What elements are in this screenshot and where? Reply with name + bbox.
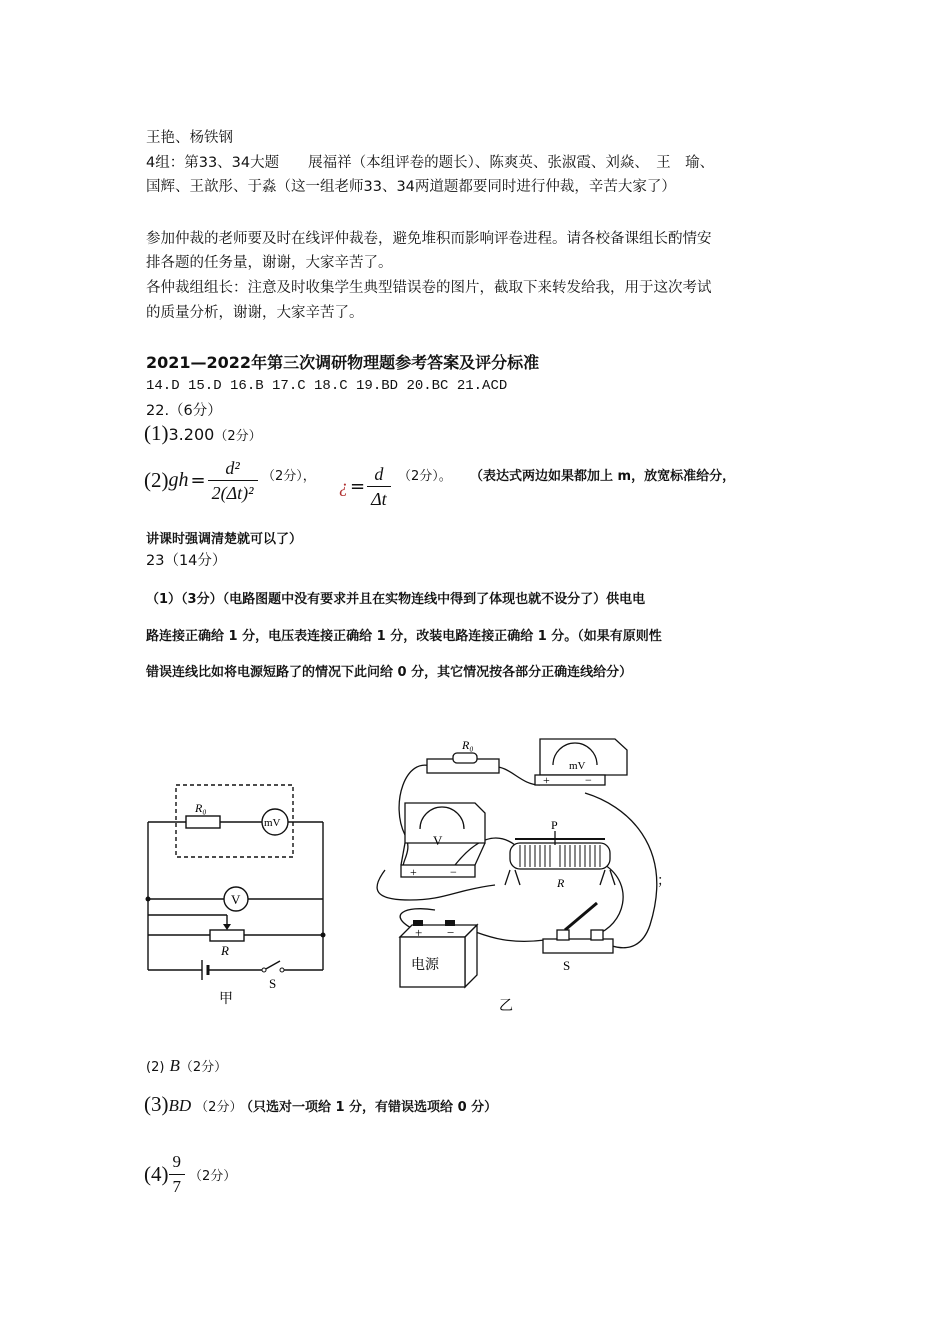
question-23-part-1-line-2: 路连接正确给 1 分，电压表连接正确给 1 分，改装电路连接正确给 1 分。（如果有原则性 [146,629,662,644]
part-number: (2) [146,1060,165,1075]
part-number: (4) [144,1162,169,1186]
label-power-source: 电源 [411,958,439,973]
label-v: V [433,833,443,848]
score: （2分） [195,1100,243,1115]
intro-paragraph-2a: 各仲裁组组长：注意及时收集学生典型错误卷的图片，截取下来转发给我，用于这次考试 [146,280,712,296]
question-22-part-2-note-cont: 讲课时强调清楚就可以了） [146,532,303,547]
fraction-denominator: 7 [172,1177,181,1196]
label-s: S [563,958,571,973]
formula-fraction [367,462,391,511]
equals-sign: = [190,470,206,491]
question-23-part-2 [146,1056,227,1076]
circuit-schematic-jia [140,775,340,1010]
part-number: (1) [144,421,169,445]
score: （2分） [179,1060,228,1075]
multiple-choice-answers: 14.D 15.D 16.B 17.C 18.C 19.BD 20.BC 21.ACD [146,378,508,394]
fraction-numerator: d [367,462,391,487]
label-mv: mV [569,760,586,772]
part-number: (2) [144,468,169,492]
caption-jia: 甲 [219,992,233,1007]
intro-line-3: 国辉、王歆彤、于淼（这一组老师33、34两道题都要同时进行仲裁，辛苦大家了） [146,179,676,195]
label-source-minus: − [447,925,455,940]
garbled-symbol: ¿ [339,476,348,496]
question-22-part-2 [144,456,258,505]
figure-semicolon: ； [657,873,671,889]
label-source-plus: + [415,925,423,940]
formula-lhs: gh [168,469,189,491]
question-22-part-2-score-2: （2分）。 [398,469,452,484]
fraction-denominator: Δt [371,489,387,509]
answer-value: B [169,1056,180,1075]
caption-yi: 乙 [499,999,513,1014]
label-p: P [551,818,558,832]
question-23-header: 23（14分） [146,553,227,569]
question-22-part-2-note: （表达式两边如果都加上 m，放宽标准给分， [470,469,736,484]
question-22-part-2-score-1: （2分）， [262,469,316,484]
fraction-numerator: 9 [169,1150,186,1175]
formula-fraction [208,456,258,505]
fraction-denominator: 2(Δt)² [211,483,254,503]
answers-title: 2021—2022年第三次调研物理题参考答案及评分标准 [146,353,540,372]
label-v-minus: − [450,865,457,879]
question-23-part-4 [144,1150,236,1199]
label-s: S [269,976,277,991]
intro-line-1: 王艳、杨铁钢 [146,130,233,146]
question-22-part-2-second-formula [339,462,391,511]
question-23-part-3 [144,1092,497,1117]
label-mv: mV [264,817,281,829]
label-r: R [557,876,565,890]
label-r0: R₀ [195,801,207,815]
label-mv-plus: + [543,773,550,787]
label-mv-minus: − [585,773,592,787]
fraction-numerator: d² [208,456,258,481]
intro-line-2: 4组：第33、34大题 展福祥（本组评卷的题长）、陈爽英、张淑霞、刘焱、 王 瑜、 [146,155,715,171]
score: （2分） [189,1169,237,1184]
label-v-plus: + [410,865,417,879]
label-v: V [231,892,241,907]
question-23-part-1-line-3: 错误连线比如将电源短路了的情况下此问给 0 分，其它情况按各部分正确连线给分） [146,665,633,680]
scoring-note: （只选对一项给 1 分，有错误选项给 0 分） [246,1100,498,1115]
intro-paragraph-1b: 排各题的任务量，谢谢，大家辛苦了。 [146,255,393,271]
answer-fraction [169,1150,186,1199]
intro-paragraph-2b: 的质量分析，谢谢，大家辛苦了。 [146,305,364,321]
answer-value: 3.200 [168,425,215,444]
question-22-header: 22.（6分） [146,403,222,419]
label-r: R [221,943,229,958]
intro-paragraph-1a: 参加仲裁的老师要及时在线评仲裁卷，避免堆积而影响评卷进程。请各校备课组长酌情安 [146,231,712,247]
question-22-part-1 [144,421,262,446]
question-23-part-1-line-1: （1）（3分）（电路图题中没有要求并且在实物连线中得到了体现也就不设分了）供电电 [146,592,646,607]
score: （2分） [214,429,262,444]
equals-sign: = [350,476,366,497]
answer-value: BD [168,1096,192,1115]
part-number: (3) [144,1092,169,1116]
label-r0: R₀ [462,738,474,752]
circuit-physical-yi [375,725,675,1020]
